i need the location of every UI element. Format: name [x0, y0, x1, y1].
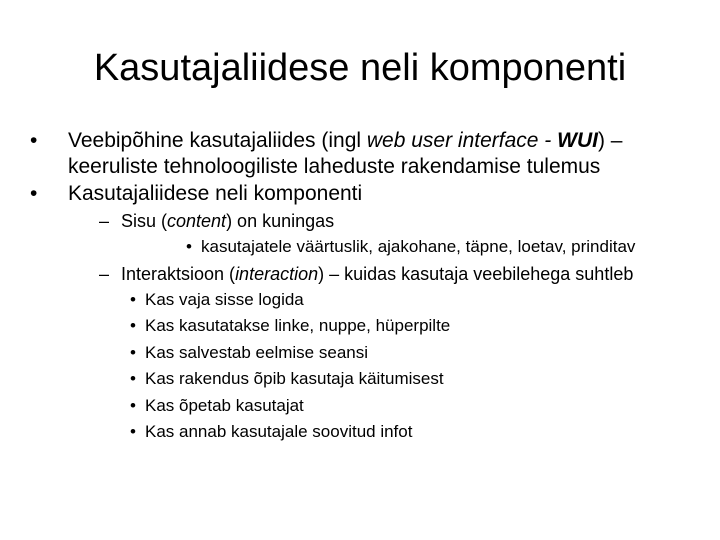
text-run: ) on kuningas	[226, 211, 335, 231]
slide-title: Kasutajaliidese neli komponenti	[93, 47, 627, 89]
dash-marker: –	[99, 264, 110, 284]
item-text: Kas salvestab eelmise seansi	[145, 343, 369, 362]
item-login	[130, 289, 710, 311]
item-text: Kas annab kasutajale soovitud infot	[145, 422, 413, 441]
bullet-text: Kasutajaliidese neli komponenti	[68, 182, 363, 205]
item-provides-info	[130, 421, 710, 443]
text-run-bold-italic: WUI	[557, 129, 598, 152]
item-text: Kas vaja sisse logida	[145, 290, 304, 309]
item-text: Kas õpetab kasutajat	[145, 396, 304, 415]
bullet-four-components	[30, 181, 700, 207]
bullet-marker: •	[30, 129, 38, 152]
text-run: Veebipõhine kasutajaliides (ingl	[68, 129, 367, 152]
bullet-marker: •	[130, 422, 136, 441]
bullet-marker: •	[130, 343, 136, 362]
bullet-marker: •	[130, 316, 136, 335]
item-text: Kas kasutatakse linke, nuppe, hüperpilte	[145, 316, 451, 335]
text-run: Interaktsioon (	[121, 264, 236, 284]
bullet-web-user-interface	[30, 128, 700, 180]
item-text: kasutajatele väärtuslik, ajakohane, täpne, loetav, prinditav	[201, 237, 636, 256]
bullet-marker: •	[186, 237, 192, 256]
text-run-italic: interaction	[235, 264, 319, 284]
dash-marker: –	[99, 211, 110, 231]
item-teaches-user	[130, 395, 710, 417]
sub-bullet-text	[121, 263, 709, 285]
bullet-marker: •	[30, 182, 38, 205]
bullet-marker: •	[130, 396, 136, 415]
sub-bullet-text	[121, 210, 709, 232]
bullet-marker: •	[130, 290, 136, 309]
item-text: Kas rakendus õpib kasutaja käitumisest	[145, 369, 444, 388]
sub-bullet-content	[99, 210, 709, 232]
bullet-text	[68, 128, 700, 180]
item-learns-behavior	[130, 368, 710, 390]
sub-bullet-interaction	[99, 263, 709, 285]
item-content-qualities	[186, 236, 720, 258]
bullet-marker: •	[130, 369, 136, 388]
text-run: ) – kuidas kasutaja veebilehega suhtleb	[318, 264, 634, 284]
text-run-italic: web user interface -	[366, 129, 558, 152]
text-run: Sisu (	[121, 211, 168, 231]
item-links-buttons	[130, 315, 710, 337]
text-run: ) – keeruliste tehnoloogiliste laheduste rakendamise tulemus	[68, 129, 623, 178]
item-session	[130, 342, 710, 364]
text-run-italic: content	[167, 211, 227, 231]
